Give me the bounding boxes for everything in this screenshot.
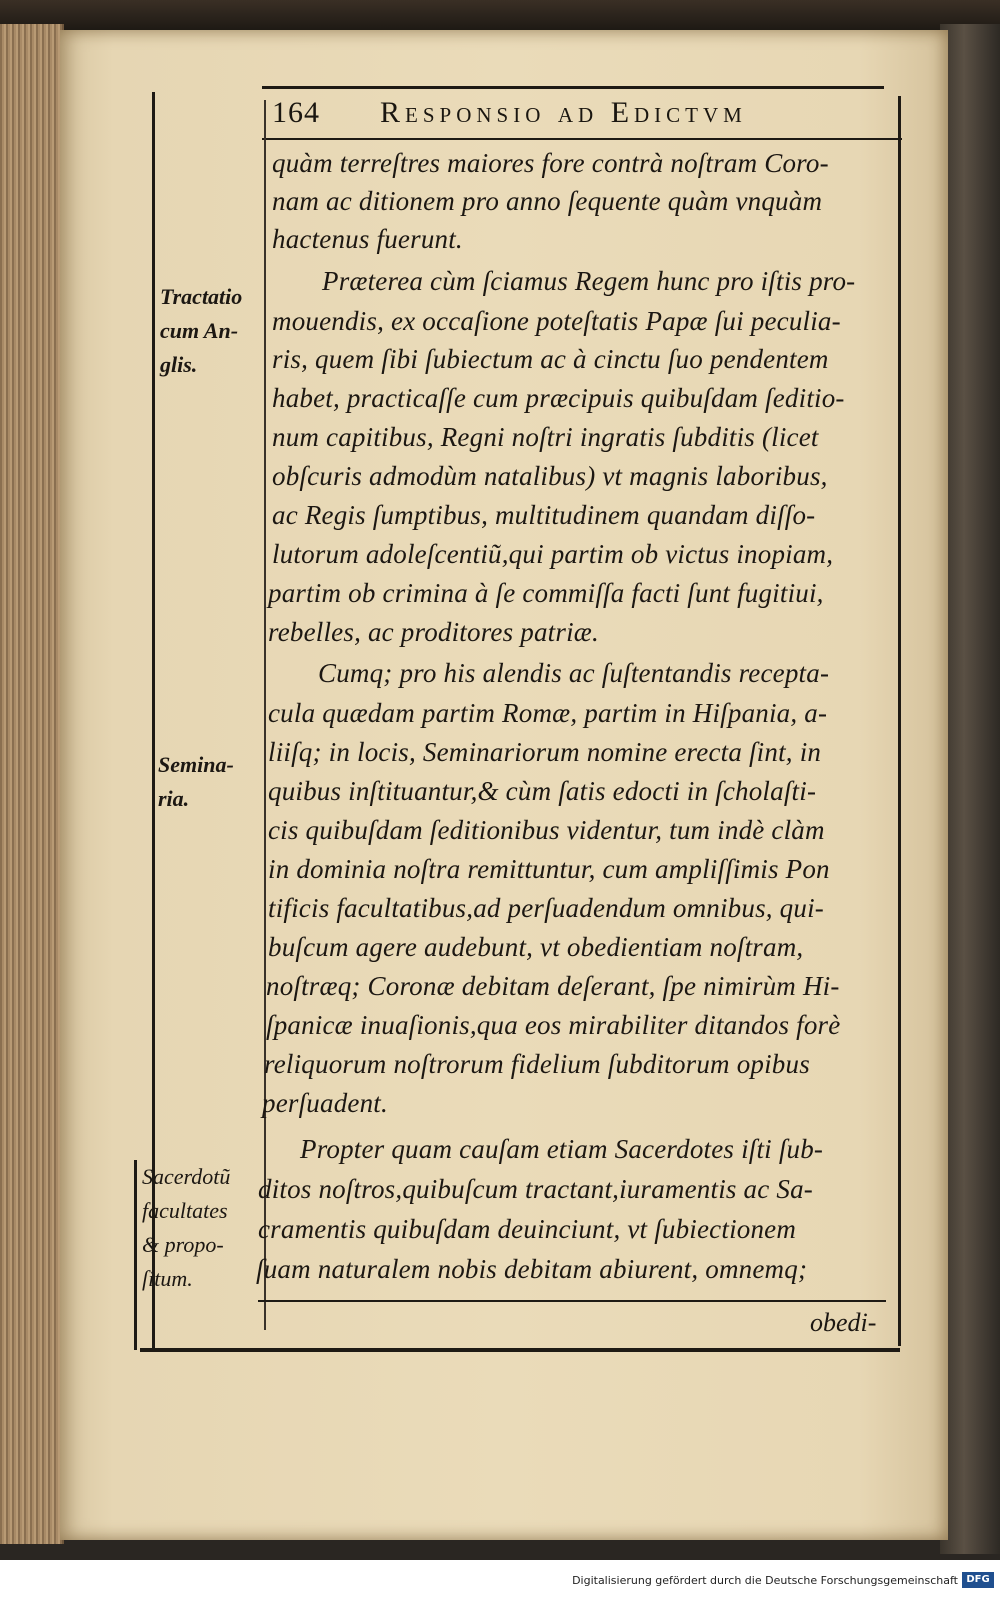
text-line: in dominia noſtra remittuntur, cum ampliſſimis Pon	[268, 854, 830, 884]
catchword: obedi-	[810, 1308, 877, 1337]
text-line: num capitibus, Regni noſtri ingratis ſubditis (licet	[272, 422, 819, 452]
text-line: mouendis, ex occaſione poteſtatis Papæ ſui peculia-	[272, 306, 841, 336]
page-title: Responsio ad Edictvm	[380, 96, 747, 129]
margin-note-line: cum An-	[160, 318, 239, 343]
frame-rule-top	[262, 86, 884, 89]
text-line: ac Regis ſumptibus, multitudinem quandam diſſo-	[272, 500, 816, 530]
text-line: lutorum adoleſcentiũ,qui partim ob victus inopiam,	[272, 539, 834, 569]
margin-note-line: Semina-	[158, 752, 234, 777]
text-line: ris, quem ſibi ſubiectum ac à cinctu ſuo pendentem	[272, 344, 829, 374]
text-line: Præterea cùm ſciamus Regem hunc pro iſtis pro-	[322, 266, 856, 296]
text-line: ditos noſtros,quibuſcum tractant,iuramentis ac Sa-	[258, 1174, 813, 1204]
margin-note-line: Sacerdotũ	[142, 1164, 231, 1189]
text-line: perſuadent.	[262, 1088, 388, 1118]
text-line: nam ac ditionem pro anno ſequente quàm vnquàm	[272, 186, 823, 216]
margin-note-line: Tractatio	[160, 284, 243, 309]
text-column-rule	[264, 100, 266, 1330]
book-page-edges-left	[0, 24, 64, 1544]
frame-rule-bottom	[140, 1348, 900, 1352]
text-line: habet, practicaſſe cum præcipuis quibuſdam ſeditio-	[272, 383, 845, 413]
margin-note-line: & propo-	[142, 1232, 224, 1257]
text-line: obſcuris admodùm natalibus) vt magnis laboribus,	[272, 461, 828, 491]
text-line: ſpanicæ inuaſionis,qua eos mirabiliter ditandos forè	[266, 1010, 841, 1040]
text-line: cis quibuſdam ſeditionibus videntur, tum indè clàm	[268, 815, 825, 845]
text-line: buſcum agere audebunt, vt obedientiam noſtram,	[268, 932, 804, 962]
running-head	[272, 96, 892, 136]
text-line: cula quædam partim Romæ, partim in Hiſpania, a-	[268, 698, 828, 728]
scan-background-top	[0, 0, 1000, 32]
header-rule	[262, 138, 902, 140]
text-line: quàm terreſtres maiores fore contrà noſtram Coro-	[272, 148, 829, 178]
book-cover-edge-right	[940, 24, 1000, 1554]
margin-note-line: ria.	[158, 786, 190, 811]
text-line: liiſq; in locis, Seminariorum nomine erecta ſint, in	[268, 737, 822, 767]
text-line: Propter quam cauſam etiam Sacerdotes iſti ſub-	[300, 1134, 824, 1164]
footer-rule	[258, 1300, 886, 1302]
frame-rule-right	[898, 96, 901, 1346]
dfg-logo: DFG	[962, 1572, 994, 1588]
text-line: quibus inſtituantur,& cùm ſatis edocti in ſcholaſti-	[268, 776, 817, 806]
text-line: cramentis quibuſdam deuinciunt, vt ſubiectionem	[258, 1214, 797, 1244]
text-line: Cumq; pro his alendis ac ſuſtentandis recepta-	[318, 658, 830, 688]
margin-note-line: facultates	[142, 1198, 228, 1223]
text-line: noſtræq; Coronæ debitam deſerant, ſpe nimirùm Hi-	[266, 971, 840, 1001]
text-line: rebelles, ac proditores patriæ.	[268, 617, 599, 647]
text-line: hactenus fuerunt.	[272, 224, 463, 254]
text-line: ſuam naturalem nobis debitam abiurent, omnemq;	[256, 1254, 808, 1284]
text-line: reliquorum noſtrorum fidelium ſubditorum opibus	[264, 1049, 810, 1079]
margin-note-line: ſitum.	[142, 1266, 193, 1291]
digitization-credit: Digitalisierung gefördert durch die Deutsche Forschungsgemeinschaft	[572, 1574, 958, 1587]
text-line: tificis facultatibus,ad perſuadendum omnibus, qui-	[268, 893, 824, 923]
frame-rule-left	[152, 92, 155, 1350]
text-line: partim ob crimina à ſe commiſſa facti ſunt fugitiui,	[268, 578, 824, 608]
margin-note-line: glis.	[160, 352, 198, 377]
page-number: 164	[272, 96, 320, 129]
frame-rule-left-lower	[134, 1160, 137, 1350]
